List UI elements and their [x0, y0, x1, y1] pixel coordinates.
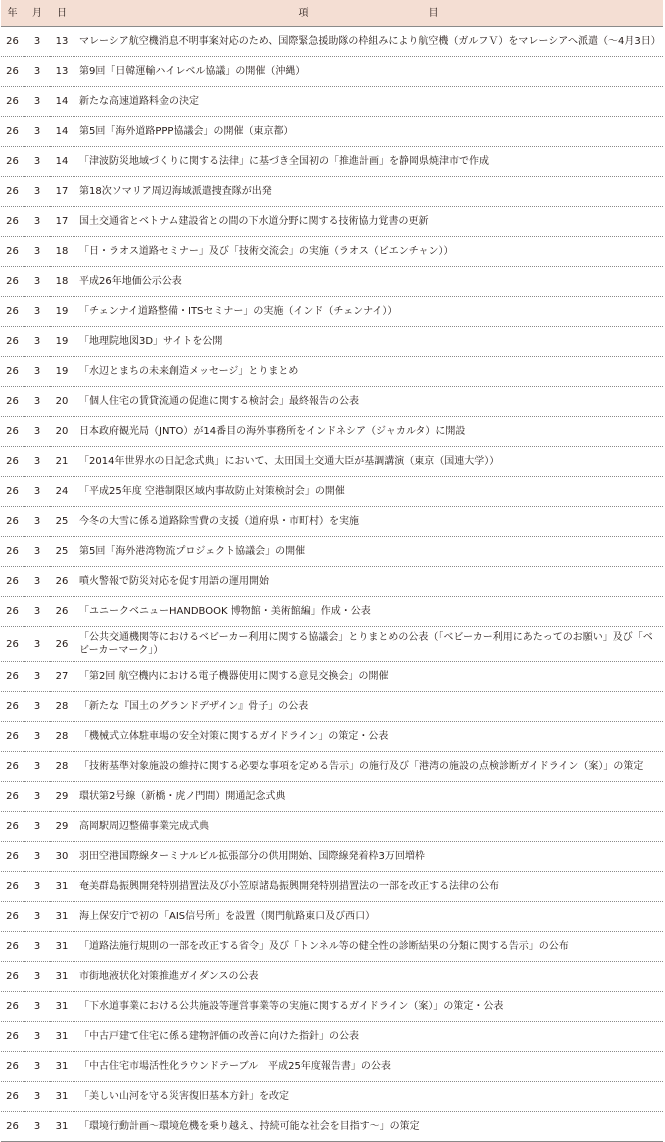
cell-year: 26 [1, 327, 24, 357]
header-day: 日 [50, 0, 74, 27]
cell-day: 20 [50, 417, 74, 447]
table-row [1, 57, 663, 87]
cell-month: 3 [24, 962, 50, 992]
cell-day: 14 [50, 87, 74, 117]
cell-year: 26 [1, 872, 24, 902]
cell-item: 「新たな『国土のグランドデザイン』骨子」の公表 [74, 692, 663, 722]
cell-item: 羽田空港国際線ターミナルビル拡張部分の供用開始、国際線発着枠3万回増枠 [74, 842, 663, 872]
cell-day: 19 [50, 357, 74, 387]
cell-year: 26 [1, 1082, 24, 1112]
cell-day: 31 [50, 902, 74, 932]
cell-day: 31 [50, 1022, 74, 1052]
cell-day: 26 [50, 597, 74, 627]
cell-day: 26 [50, 567, 74, 597]
cell-item: 高岡駅周辺整備事業完成式典 [74, 812, 663, 842]
cell-month: 3 [24, 662, 50, 692]
cell-month: 3 [24, 387, 50, 417]
cell-item: 「2014年世界水の日記念式典」において、太田国土交通大臣が基調講演（東京（国連大学）） [74, 447, 663, 477]
cell-item: 「下水道事業における公共施設等運営事業等の実施に関するガイドライン（案）」の策定・公表 [74, 992, 663, 1022]
cell-month: 3 [24, 327, 50, 357]
cell-year: 26 [1, 932, 24, 962]
table-row [1, 237, 663, 267]
cell-year: 26 [1, 147, 24, 177]
cell-item: 「技術基準対象施設の維持に関する必要な事項を定める告示」の施行及び「港湾の施設の点検診断ガイドライン（案）」の策定 [74, 752, 663, 782]
cell-item: 第5回「海外道路PPP協議会」の開催（東京都） [74, 117, 663, 147]
cell-month: 3 [24, 537, 50, 567]
cell-year: 26 [1, 1112, 24, 1142]
cell-item: マレーシア航空機消息不明事案対応のため、国際緊急援助隊の枠組みにより航空機（ガルフＶ）をマレーシアへ派遣（〜4月3日） [74, 27, 663, 57]
cell-month: 3 [24, 147, 50, 177]
cell-item: 日本政府観光局（JNTO）が14番目の海外事務所をインドネシア（ジャカルタ）に開設 [74, 417, 663, 447]
cell-year: 26 [1, 237, 24, 267]
cell-item: 新たな高速道路料金の決定 [74, 87, 663, 117]
cell-day: 21 [50, 447, 74, 477]
cell-month: 3 [24, 357, 50, 387]
chronology-table [1, 0, 663, 1142]
cell-item: 平成26年地価公示公表 [74, 267, 663, 297]
cell-month: 3 [24, 872, 50, 902]
cell-month: 3 [24, 722, 50, 752]
cell-year: 26 [1, 567, 24, 597]
cell-month: 3 [24, 117, 50, 147]
cell-month: 3 [24, 932, 50, 962]
table-row [1, 507, 663, 537]
table-row [1, 267, 663, 297]
cell-month: 3 [24, 752, 50, 782]
cell-month: 3 [24, 1112, 50, 1142]
table-row [1, 902, 663, 932]
header-month: 月 [24, 0, 50, 27]
cell-day: 30 [50, 842, 74, 872]
cell-year: 26 [1, 902, 24, 932]
cell-month: 3 [24, 207, 50, 237]
cell-day: 28 [50, 752, 74, 782]
cell-item: 「個人住宅の賃貸流通の促進に関する検討会」最終報告の公表 [74, 387, 663, 417]
cell-year: 26 [1, 812, 24, 842]
cell-day: 31 [50, 962, 74, 992]
cell-day: 24 [50, 477, 74, 507]
table-header [1, 0, 663, 27]
table-row [1, 627, 663, 662]
table-row [1, 357, 663, 387]
cell-day: 31 [50, 1082, 74, 1112]
cell-day: 28 [50, 692, 74, 722]
cell-month: 3 [24, 27, 50, 57]
cell-item: 第5回「海外港湾物流プロジェクト協議会」の開催 [74, 537, 663, 567]
cell-item: 「公共交通機関等におけるベビーカー利用に関する協議会」とりまとめの公表（「ベビーカー利用にあたってのお願い」及び「ベビーカーマーク」） [74, 627, 663, 662]
cell-day: 18 [50, 267, 74, 297]
cell-month: 3 [24, 902, 50, 932]
table-row [1, 1022, 663, 1052]
cell-item: 第18次ソマリア周辺海域派遣捜査隊が出発 [74, 177, 663, 207]
cell-year: 26 [1, 1052, 24, 1082]
cell-item: 「中古戸建て住宅に係る建物評価の改善に向けた指針」の公表 [74, 1022, 663, 1052]
cell-month: 3 [24, 57, 50, 87]
cell-year: 26 [1, 477, 24, 507]
table-row [1, 932, 663, 962]
header-year: 年 [1, 0, 24, 27]
cell-year: 26 [1, 267, 24, 297]
cell-year: 26 [1, 627, 24, 662]
cell-year: 26 [1, 662, 24, 692]
cell-item: 「美しい山河を守る災害復旧基本方針」を改定 [74, 1082, 663, 1112]
cell-day: 25 [50, 537, 74, 567]
table-row [1, 992, 663, 1022]
cell-year: 26 [1, 447, 24, 477]
cell-month: 3 [24, 842, 50, 872]
table-row [1, 597, 663, 627]
cell-month: 3 [24, 692, 50, 722]
cell-item: 「ユニークベニューHANDBOOK 博物館・美術館編」作成・公表 [74, 597, 663, 627]
cell-month: 3 [24, 1052, 50, 1082]
cell-item: 奄美群島振興開発特別措置法及び小笠原諸島振興開発特別措置法の一部を改正する法律の公布 [74, 872, 663, 902]
cell-item: 噴火警報で防災対応を促す用語の運用開始 [74, 567, 663, 597]
cell-month: 3 [24, 597, 50, 627]
cell-month: 3 [24, 177, 50, 207]
header-row [1, 0, 663, 27]
cell-month: 3 [24, 567, 50, 597]
cell-day: 31 [50, 1052, 74, 1082]
cell-year: 26 [1, 27, 24, 57]
table-row [1, 327, 663, 357]
table-row [1, 1082, 663, 1112]
table-row [1, 782, 663, 812]
cell-day: 14 [50, 117, 74, 147]
cell-year: 26 [1, 177, 24, 207]
table-row [1, 962, 663, 992]
cell-day: 28 [50, 722, 74, 752]
cell-day: 31 [50, 992, 74, 1022]
cell-item: 「機械式立体駐車場の安全対策に関するガイドライン」の策定・公表 [74, 722, 663, 752]
cell-item: 海上保安庁で初の「AIS信号所」を設置（関門航路東口及び西口） [74, 902, 663, 932]
cell-item: 「津波防災地域づくりに関する法律」に基づき全国初の「推進計画」を静岡県焼津市で作成 [74, 147, 663, 177]
table-row [1, 722, 663, 752]
cell-day: 19 [50, 297, 74, 327]
cell-item: 「中古住宅市場活性化ラウンドテーブル 平成25年度報告書」の公表 [74, 1052, 663, 1082]
cell-item: 国土交通省とベトナム建設省との間の下水道分野に関する技術協力覚書の更新 [74, 207, 663, 237]
cell-year: 26 [1, 417, 24, 447]
cell-year: 26 [1, 507, 24, 537]
cell-year: 26 [1, 1022, 24, 1052]
header-item-label: 項目 [298, 7, 559, 19]
cell-month: 3 [24, 237, 50, 267]
cell-year: 26 [1, 842, 24, 872]
cell-month: 3 [24, 627, 50, 662]
cell-month: 3 [24, 812, 50, 842]
table-row [1, 417, 663, 447]
cell-day: 25 [50, 507, 74, 537]
cell-item: 環状第2号線（新橋・虎ノ門間）開通記念式典 [74, 782, 663, 812]
cell-year: 26 [1, 782, 24, 812]
table-row [1, 1052, 663, 1082]
table-row [1, 207, 663, 237]
cell-year: 26 [1, 117, 24, 147]
cell-month: 3 [24, 1022, 50, 1052]
table-row [1, 567, 663, 597]
cell-item: 「平成25年度 空港制限区域内事故防止対策検討会」の開催 [74, 477, 663, 507]
cell-day: 18 [50, 237, 74, 267]
cell-year: 26 [1, 207, 24, 237]
cell-year: 26 [1, 692, 24, 722]
cell-year: 26 [1, 57, 24, 87]
cell-day: 19 [50, 327, 74, 357]
table-row [1, 1112, 663, 1142]
cell-year: 26 [1, 597, 24, 627]
cell-year: 26 [1, 537, 24, 567]
cell-day: 29 [50, 812, 74, 842]
cell-month: 3 [24, 87, 50, 117]
table-body [1, 27, 663, 1142]
cell-year: 26 [1, 722, 24, 752]
cell-item: 「水辺とまちの未来創造メッセージ」とりまとめ [74, 357, 663, 387]
cell-year: 26 [1, 387, 24, 417]
table-row [1, 147, 663, 177]
table-row [1, 662, 663, 692]
cell-day: 14 [50, 147, 74, 177]
table-row [1, 387, 663, 417]
cell-day: 13 [50, 57, 74, 87]
cell-year: 26 [1, 992, 24, 1022]
cell-item: 「環境行動計画〜環境危機を乗り越え、持続可能な社会を目指す〜」の策定 [74, 1112, 663, 1142]
table-row [1, 447, 663, 477]
cell-day: 31 [50, 932, 74, 962]
cell-item: 市街地液状化対策推進ガイダンスの公表 [74, 962, 663, 992]
cell-item: 「第2回 航空機内における電子機器使用に関する意見交換会」の開催 [74, 662, 663, 692]
cell-day: 17 [50, 207, 74, 237]
header-item [74, 0, 663, 27]
cell-year: 26 [1, 962, 24, 992]
cell-item: 第9回「日韓運輸ハイレベル協議」の開催（沖縄） [74, 57, 663, 87]
cell-month: 3 [24, 447, 50, 477]
table-row [1, 812, 663, 842]
cell-day: 17 [50, 177, 74, 207]
cell-item: 「地理院地図3D」サイトを公開 [74, 327, 663, 357]
table-row [1, 752, 663, 782]
cell-day: 13 [50, 27, 74, 57]
cell-day: 20 [50, 387, 74, 417]
cell-month: 3 [24, 267, 50, 297]
table-row [1, 477, 663, 507]
cell-month: 3 [24, 417, 50, 447]
cell-month: 3 [24, 477, 50, 507]
cell-day: 27 [50, 662, 74, 692]
cell-item: 「チェンナイ道路整備・ITSセミナー」の実施（インド（チェンナイ）） [74, 297, 663, 327]
cell-day: 29 [50, 782, 74, 812]
table-row [1, 842, 663, 872]
cell-item: 「道路法施行規則の一部を改正する省令」及び「トンネル等の健全性の診断結果の分類に関する告示」の公布 [74, 932, 663, 962]
cell-day: 26 [50, 627, 74, 662]
cell-item: 今冬の大雪に係る道路除雪費の支援（道府県・市町村）を実施 [74, 507, 663, 537]
cell-year: 26 [1, 752, 24, 782]
cell-day: 31 [50, 1112, 74, 1142]
table-row [1, 27, 663, 57]
cell-month: 3 [24, 782, 50, 812]
table-row [1, 297, 663, 327]
cell-year: 26 [1, 87, 24, 117]
table-row [1, 117, 663, 147]
cell-year: 26 [1, 297, 24, 327]
table-row [1, 537, 663, 567]
cell-item: 「日・ラオス道路セミナー」及び「技術交流会」の実施（ラオス（ビエンチャン）） [74, 237, 663, 267]
cell-year: 26 [1, 357, 24, 387]
cell-month: 3 [24, 507, 50, 537]
cell-month: 3 [24, 992, 50, 1022]
table-row [1, 872, 663, 902]
table-row [1, 177, 663, 207]
table-row [1, 87, 663, 117]
cell-day: 31 [50, 872, 74, 902]
cell-month: 3 [24, 297, 50, 327]
cell-month: 3 [24, 1082, 50, 1112]
table-row [1, 692, 663, 722]
